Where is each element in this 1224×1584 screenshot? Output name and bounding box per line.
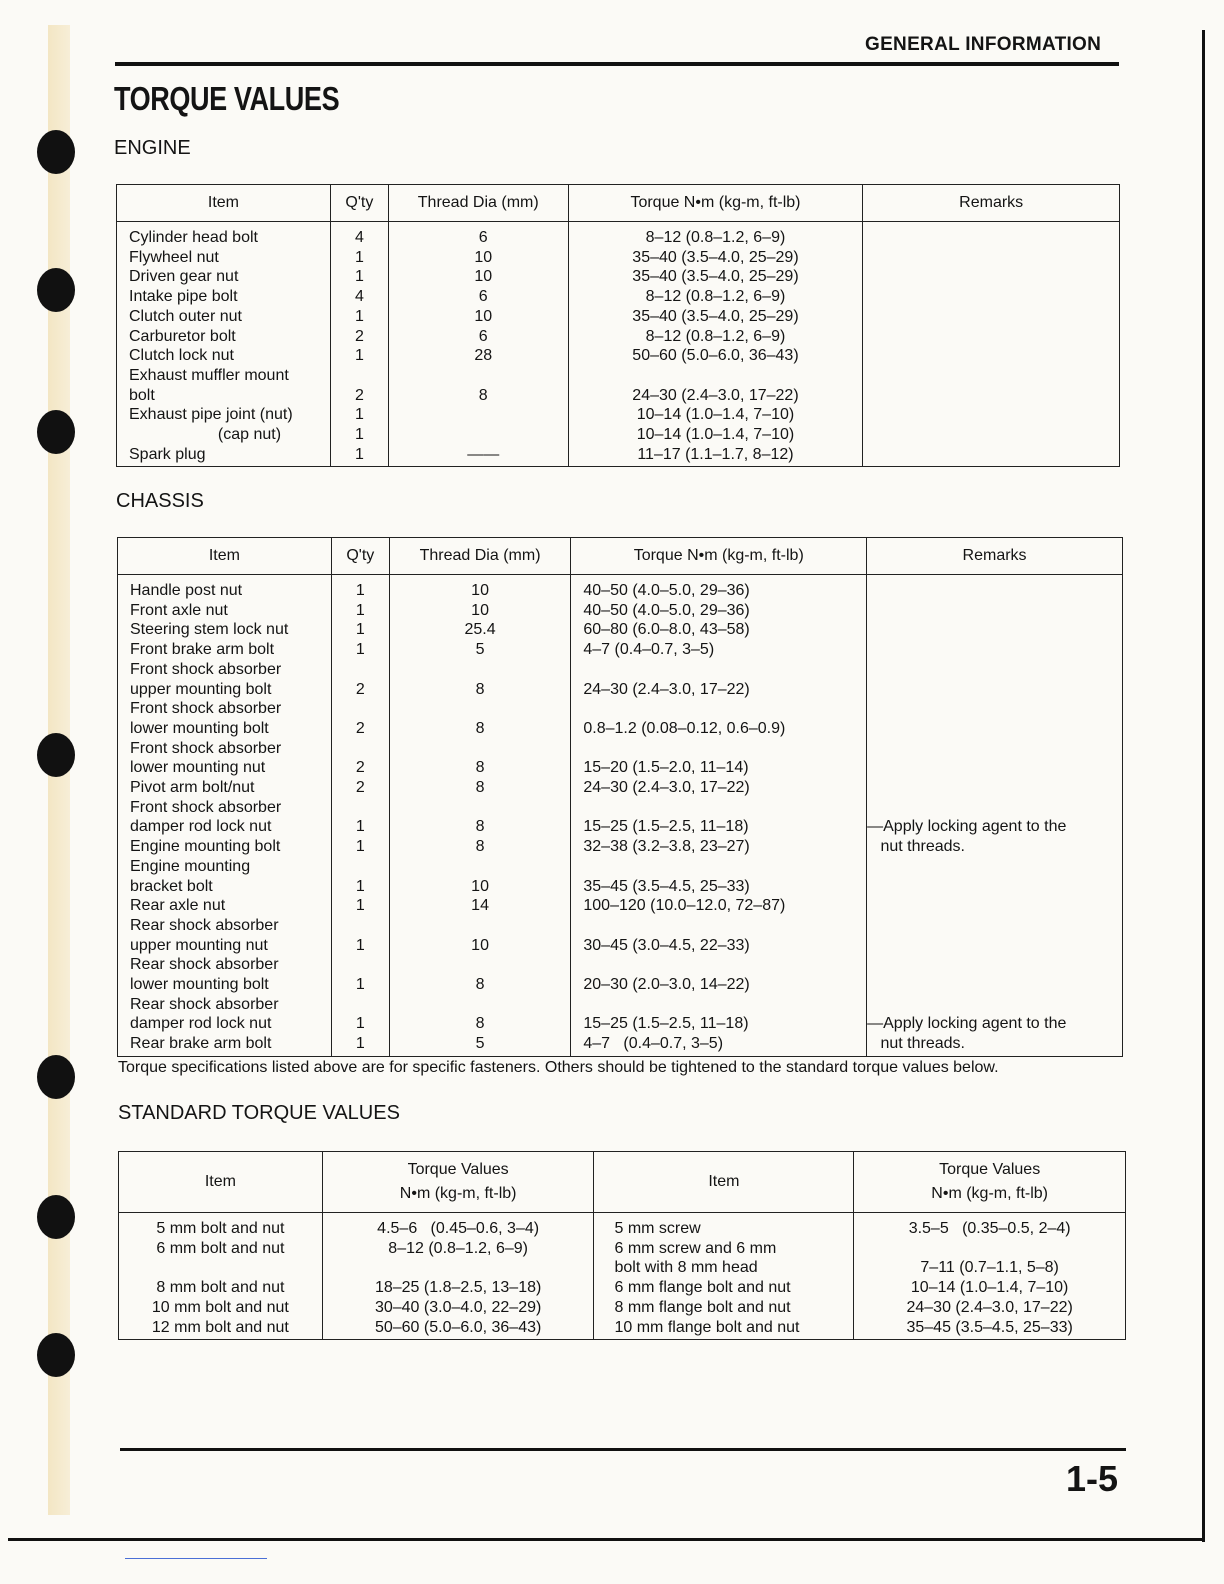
column-header-remarks: Remarks: [863, 185, 1120, 222]
engine-torque-table: [116, 184, 1120, 467]
column-header-qty: Q'ty: [330, 185, 388, 222]
engine-thread-list: 6 10 10 6 10 6 28 8 ——: [388, 222, 568, 467]
chassis-thread-list: 10 10 25.4 5 8 8 8 8 8 8 10 14 10 8 8 5: [389, 575, 571, 1057]
footer-rule: [120, 1448, 1126, 1451]
page-edge-bottom: [8, 1538, 1204, 1541]
table-header-row: [119, 1152, 1126, 1213]
standard-item-list-left: 5 mm bolt and nut 6 mm bolt and nut 8 mm bolt and nut 10 mm bolt and nut 12 mm bolt and nut: [119, 1213, 323, 1340]
binder-hole: [37, 733, 75, 777]
column-header-item: Item: [118, 538, 332, 575]
column-header-torque: Torque N•m (kg-m, ft-lb): [568, 185, 863, 222]
chassis-item-list: Handle post nut Front axle nut Steering stem lock nut Front brake arm bolt Front shock absorber upper mounting bolt Front shock absorber lower mounting bolt Front shock absorber lower mounting nut Pivot arm bolt/nut Front shock absorber damper rod lock nut Engine mounting bolt Engine mounting bracket bolt Rear axle nut Rear shock absorber upper mounting nut Rear shock absorber lower mounting bolt Rear shock absorber damper rod lock nut Rear brake arm bolt: [118, 575, 332, 1057]
standard-torque-table: [118, 1151, 1126, 1340]
engine-remarks-list: [863, 222, 1120, 467]
chassis-heading: CHASSIS: [116, 490, 204, 512]
column-header-remarks: Remarks: [867, 538, 1123, 575]
engine-item-list: Cylinder head bolt Flywheel nut Driven gear nut Intake pipe bolt Clutch outer nut Carburetor bolt Clutch lock nut Exhaust muffler mount bolt Exhaust pipe joint (nut) (cap nut) Spark plug: [117, 222, 331, 467]
chassis-torque-table: [117, 537, 1123, 1057]
column-header-item: Item: [117, 185, 331, 222]
table-body-row: [118, 575, 1123, 1057]
table-header-row: [117, 185, 1120, 222]
chassis-remarks-list: —Apply locking agent to the nut threads. —Apply locking agent to the nut threads.: [867, 575, 1123, 1057]
binder-hole: [37, 1333, 75, 1377]
standard-torque-list-right: 3.5–5 (0.35–0.5, 2–4) 7–11 (0.7–1.1, 5–8) 10–14 (1.0–1.4, 7–10) 24–30 (2.4–3.0, 17–22) 35–45 (3.5–4.5, 25–33): [854, 1213, 1126, 1340]
column-header-torque-line1: Torque Values: [939, 1161, 1041, 1178]
binder-hole: [37, 268, 75, 312]
column-header-torque: [322, 1152, 594, 1213]
engine-torque-list: 8–12 (0.8–1.2, 6–9) 35–40 (3.5–4.0, 25–29) 35–40 (3.5–4.0, 25–29) 8–12 (0.8–1.2, 6–9) 35–40 (3.5–4.0, 25–29) 8–12 (0.8–1.2, 6–9) 50–60 (5.0–6.0, 36–43) 24–30 (2.4–3.0, 17–22) 10–14 (1.0–1.4, 7–10) 10–14 (1.0–1.4, 7–10) 11–17 (1.1–1.7, 8–12): [568, 222, 863, 467]
page-title: TORQUE VALUES: [114, 80, 340, 117]
column-header-torque-line1: Torque Values: [407, 1161, 509, 1178]
column-header-qty: Q'ty: [331, 538, 389, 575]
standard-torque-list-left: 4.5–6 (0.45–0.6, 3–4) 8–12 (0.8–1.2, 6–9) 18–25 (1.8–2.5, 13–18) 30–40 (3.0–4.0, 22–29) 50–60 (5.0–6.0, 36–43): [322, 1213, 594, 1340]
table-body-row: [119, 1213, 1126, 1340]
scan-artifact-line: [125, 1558, 267, 1559]
column-header-torque: Torque N•m (kg-m, ft-lb): [571, 538, 867, 575]
standard-heading: STANDARD TORQUE VALUES: [118, 1102, 400, 1124]
chassis-torque-list: 40–50 (4.0–5.0, 29–36) 40–50 (4.0–5.0, 29–36) 60–80 (6.0–8.0, 43–58) 4–7 (0.4–0.7, 3–5) 24–30 (2.4–3.0, 17–22) 0.8–1.2 (0.08–0.12, 0.6–0.9) 15–20 (1.5–2.0, 11–14) 24–30 (2.4–3.0, 17–22) 15–25 (1.5–2.5, 11–18) 32–38 (3.2–3.8, 23–27) 35–45 (3.5–4.5, 25–33) 100–120 (10.0–12.0, 72–87) 30–45 (3.0–4.5, 22–33) 20–30 (2.0–3.0, 14–22) 15–25 (1.5–2.5, 11–18) 4–7 (0.4–0.7, 3–5): [571, 575, 867, 1057]
column-header-thread: Thread Dia (mm): [388, 185, 568, 222]
column-header-item: Item: [119, 1152, 323, 1213]
section-title: GENERAL INFORMATION: [865, 34, 1102, 55]
page-edge-right: [1202, 30, 1205, 1542]
binder-hole: [37, 1195, 75, 1239]
standard-item-list-right: 5 mm screw 6 mm screw and 6 mm bolt with 8 mm head 6 mm flange bolt and nut 8 mm flange bolt and nut 10 mm flange bolt and nut: [594, 1213, 854, 1340]
column-header-thread: Thread Dia (mm): [389, 538, 571, 575]
column-header-torque: [854, 1152, 1126, 1213]
binder-hole: [37, 410, 75, 454]
column-header-item: Item: [594, 1152, 854, 1213]
engine-heading: ENGINE: [114, 137, 191, 159]
binder-hole: [37, 130, 75, 174]
torque-note: Torque specifications listed above are for specific fasteners. Others should be tightened to the standard torque values below.: [118, 1059, 999, 1076]
table-body-row: [117, 222, 1120, 467]
column-header-torque-line2: N•m (kg-m, ft-lb): [931, 1185, 1048, 1202]
page-number: 1-5: [1066, 1458, 1119, 1499]
binder-hole: [37, 1055, 75, 1099]
engine-qty-list: 4 1 1 4 1 2 1 2 1 1 1: [330, 222, 388, 467]
header-rule: [115, 62, 1119, 66]
table-header-row: [118, 538, 1123, 575]
chassis-qty-list: 1 1 1 1 2 2 2 2 1 1 1 1 1 1 1 1: [331, 575, 389, 1057]
column-header-torque-line2: N•m (kg-m, ft-lb): [399, 1185, 517, 1202]
